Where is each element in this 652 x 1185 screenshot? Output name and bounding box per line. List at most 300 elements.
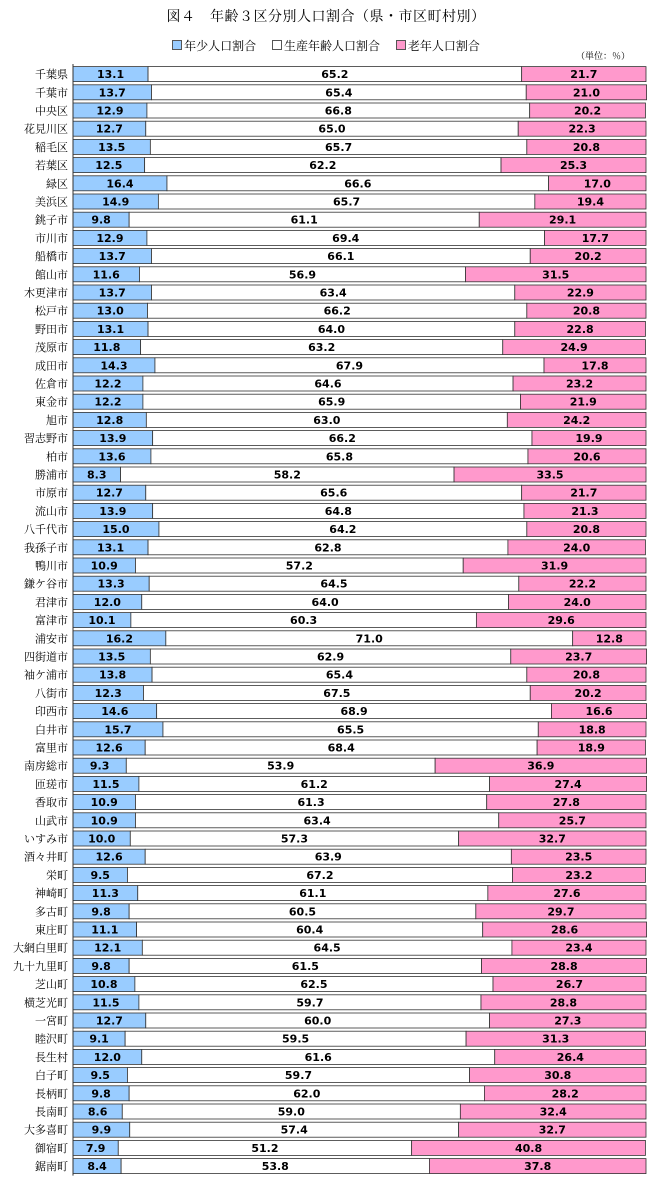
- data-label-youth: 10.0: [88, 832, 116, 846]
- data-label-youth: 12.7: [95, 122, 123, 136]
- legend-label-elderly: 老年人口割合: [407, 39, 480, 53]
- bar-row: [24, 285, 646, 300]
- data-label-elderly: 18.9: [577, 741, 605, 755]
- data-label-youth: 13.7: [98, 286, 126, 300]
- data-label-youth: 12.2: [94, 395, 122, 409]
- category-label: 習志野市: [24, 432, 68, 446]
- data-label-working-age: 65.9: [318, 395, 346, 409]
- data-label-youth: 11.3: [91, 887, 119, 901]
- category-label: 美浜区: [35, 195, 68, 209]
- data-label-elderly: 27.4: [554, 777, 582, 791]
- data-label-working-age: 66.2: [328, 432, 356, 446]
- category-label: 東金市: [35, 395, 68, 409]
- category-label: 市原市: [35, 486, 68, 500]
- data-label-elderly: 28.2: [551, 1087, 579, 1101]
- bar-row: [35, 85, 647, 100]
- data-label-elderly: 32.7: [538, 832, 566, 846]
- data-label-elderly: 23.2: [565, 868, 593, 882]
- category-label: 四街道市: [24, 650, 68, 664]
- data-label-working-age: 63.4: [303, 814, 331, 828]
- category-label: 長生村: [35, 1050, 68, 1064]
- bar-row: [35, 1140, 645, 1155]
- data-label-youth: 7.9: [85, 1141, 106, 1155]
- data-label-working-age: 59.7: [296, 996, 324, 1010]
- category-label: 茂原市: [35, 341, 68, 355]
- data-label-youth: 12.7: [95, 1014, 123, 1028]
- data-label-elderly: 27.8: [552, 796, 580, 810]
- data-label-youth: 10.1: [88, 614, 116, 628]
- bar-row: [46, 449, 646, 464]
- data-label-elderly: 28.8: [549, 996, 578, 1010]
- data-label-working-age: 64.2: [329, 523, 357, 537]
- category-label: 我孫子市: [24, 541, 68, 555]
- category-label: 白子町: [35, 1069, 68, 1083]
- data-label-working-age: 62.5: [300, 978, 328, 992]
- data-label-youth: 14.6: [101, 705, 129, 719]
- data-label-working-age: 64.0: [317, 322, 345, 336]
- category-label: 君津市: [35, 595, 68, 609]
- data-label-working-age: 60.0: [304, 1014, 332, 1028]
- data-label-working-age: 71.0: [355, 632, 383, 646]
- category-label: 長南町: [35, 1105, 68, 1119]
- data-label-working-age: 64.5: [313, 941, 341, 955]
- bar-row: [24, 758, 647, 773]
- data-label-youth: 9.9: [91, 1123, 112, 1137]
- data-label-youth: 12.6: [95, 850, 123, 864]
- bar-row: [35, 158, 646, 173]
- data-label-working-age: 66.2: [323, 304, 351, 318]
- data-label-youth: 12.1: [94, 941, 122, 955]
- data-label-youth: 12.5: [95, 159, 123, 173]
- bar-row: [13, 940, 646, 955]
- data-label-youth: 11.6: [92, 268, 120, 282]
- data-label-working-age: 63.0: [313, 413, 341, 427]
- category-label: 緑区: [46, 177, 68, 191]
- category-label: 館山市: [35, 268, 68, 282]
- category-label: 大多喜町: [24, 1123, 68, 1137]
- category-label: 旭市: [46, 413, 68, 427]
- data-label-elderly: 26.7: [555, 978, 584, 992]
- data-label-working-age: 57.2: [285, 559, 313, 573]
- category-label: 神崎町: [35, 887, 68, 901]
- data-label-working-age: 65.6: [320, 486, 348, 500]
- data-label-elderly: 20.2: [574, 686, 602, 700]
- data-label-working-age: 65.4: [325, 86, 353, 100]
- data-label-elderly: 30.8: [544, 1069, 572, 1083]
- data-label-youth: 8.4: [87, 1160, 107, 1174]
- bar-row: [35, 977, 646, 992]
- category-label: 勝浦市: [35, 468, 68, 482]
- bar-row: [35, 1049, 646, 1064]
- bar-row: [35, 485, 646, 500]
- category-label: 鴨川市: [35, 559, 68, 573]
- data-label-working-age: 60.3: [290, 614, 318, 628]
- data-label-elderly: 17.8: [581, 359, 609, 373]
- data-label-elderly: 25.7: [558, 814, 586, 828]
- category-label: 横芝光町: [24, 996, 68, 1010]
- data-label-elderly: 22.3: [568, 122, 596, 136]
- data-label-elderly: 18.8: [578, 723, 606, 737]
- category-label: 野田市: [35, 322, 68, 336]
- data-label-elderly: 25.3: [559, 159, 588, 173]
- data-label-youth: 16.2: [105, 632, 133, 646]
- data-label-youth: 14.9: [102, 195, 130, 209]
- category-label: 山武市: [35, 814, 68, 828]
- data-label-working-age: 65.8: [325, 450, 354, 464]
- data-label-elderly: 21.7: [570, 486, 598, 500]
- bar-row: [24, 649, 647, 664]
- data-label-working-age: 63.9: [314, 850, 342, 864]
- category-label: 浦安市: [35, 632, 68, 646]
- data-label-working-age: 59.7: [284, 1069, 313, 1083]
- data-label-youth: 10.9: [90, 796, 118, 810]
- bar-row: [24, 431, 646, 446]
- category-label: 匝瑳市: [35, 777, 68, 791]
- data-label-elderly: 22.2: [568, 577, 596, 591]
- category-label: 船橋市: [35, 250, 68, 264]
- bar-row: [35, 230, 646, 245]
- data-label-elderly: 12.8: [595, 632, 623, 646]
- category-label: いすみ市: [24, 832, 68, 846]
- bar-row: [35, 1031, 645, 1046]
- data-label-youth: 13.9: [99, 432, 127, 446]
- bar-row: [24, 121, 646, 136]
- bar-row: [35, 394, 646, 409]
- category-label: 袖ケ浦市: [24, 668, 68, 682]
- bar-row: [35, 1013, 646, 1028]
- data-label-working-age: 62.0: [293, 1087, 321, 1101]
- category-label: 芝山町: [35, 978, 68, 992]
- category-label: 富津市: [35, 614, 68, 628]
- bar-row: [24, 576, 646, 591]
- data-label-working-age: 62.8: [314, 541, 342, 555]
- data-label-working-age: 64.6: [314, 377, 342, 391]
- data-label-youth: 13.1: [96, 68, 125, 82]
- category-label: 成田市: [35, 359, 68, 373]
- data-label-youth: 14.3: [100, 359, 128, 373]
- bar-row: [46, 176, 646, 191]
- data-label-working-age: 65.0: [318, 122, 346, 136]
- data-label-working-age: 51.2: [251, 1141, 279, 1155]
- legend-label-working-age: 生産年齢人口割合: [283, 39, 380, 53]
- data-label-elderly: 23.5: [565, 850, 593, 864]
- data-label-elderly: 29.1: [549, 213, 577, 227]
- data-label-working-age: 61.2: [300, 777, 328, 791]
- data-label-working-age: 61.3: [297, 796, 325, 810]
- data-label-youth: 13.3: [97, 577, 125, 591]
- data-label-elderly: 24.9: [560, 341, 588, 355]
- data-label-working-age: 61.6: [304, 1050, 332, 1064]
- data-label-working-age: 68.9: [340, 705, 368, 719]
- bar-row: [35, 594, 646, 609]
- data-label-working-age: 65.2: [321, 68, 349, 82]
- data-label-elderly: 28.6: [551, 923, 579, 937]
- bar-row: [35, 1086, 646, 1101]
- data-label-working-age: 53.9: [267, 759, 295, 773]
- category-label: 東庄町: [35, 923, 68, 937]
- bar-row: [35, 321, 645, 336]
- data-label-youth: 13.8: [98, 668, 127, 682]
- category-label: 若葉区: [35, 159, 68, 173]
- category-label: 中央区: [35, 104, 68, 118]
- data-label-elderly: 24.0: [563, 541, 591, 555]
- data-label-elderly: 27.6: [553, 887, 581, 901]
- bar-row: [35, 740, 645, 755]
- bar-row: [35, 376, 646, 391]
- data-label-elderly: 36.9: [527, 759, 555, 773]
- data-label-elderly: 31.9: [541, 559, 569, 573]
- data-label-youth: 12.7: [95, 486, 123, 500]
- bar-row: [46, 867, 645, 882]
- data-label-youth: 9.5: [90, 1069, 110, 1083]
- category-label: 木更津市: [24, 286, 68, 300]
- bar-row: [35, 194, 646, 209]
- category-label: 白井市: [35, 723, 68, 737]
- data-label-youth: 13.5: [98, 140, 126, 154]
- data-label-elderly: 21.9: [569, 395, 597, 409]
- data-label-elderly: 17.7: [581, 231, 609, 245]
- data-label-elderly: 20.2: [573, 104, 602, 118]
- bar-row: [35, 249, 646, 264]
- category-label: 長柄町: [35, 1087, 68, 1101]
- bar-row: [24, 849, 646, 864]
- data-label-elderly: 32.7: [538, 1123, 566, 1137]
- data-label-youth: 9.8: [91, 213, 111, 227]
- data-label-youth: 9.8: [91, 905, 111, 919]
- data-label-elderly: 33.5: [536, 468, 564, 482]
- data-label-youth: 16.4: [106, 177, 134, 191]
- data-label-youth: 12.0: [93, 1050, 121, 1064]
- data-label-working-age: 57.3: [280, 832, 309, 846]
- bar-row: [24, 667, 646, 682]
- bar-row: [24, 831, 646, 846]
- data-label-elderly: 20.8: [572, 523, 600, 537]
- data-label-youth: 10.8: [90, 978, 118, 992]
- data-label-elderly: 29.6: [547, 614, 575, 628]
- bar-row: [35, 813, 646, 828]
- data-label-youth: 11.1: [91, 923, 119, 937]
- bar-row: [35, 1159, 646, 1174]
- bar-row: [35, 103, 645, 118]
- data-label-working-age: 64.8: [324, 504, 352, 518]
- data-label-youth: 9.1: [89, 1032, 109, 1046]
- data-label-working-age: 63.4: [319, 286, 347, 300]
- bar-row: [24, 1122, 646, 1137]
- data-label-youth: 9.5: [90, 868, 110, 882]
- bar-row: [35, 467, 646, 482]
- category-label: 銚子市: [35, 213, 68, 227]
- data-label-elderly: 21.0: [572, 86, 600, 100]
- category-label: 富里市: [35, 741, 68, 755]
- data-label-youth: 8.3: [87, 468, 107, 482]
- category-label: 一宮町: [35, 1014, 68, 1028]
- data-label-elderly: 20.8: [572, 304, 600, 318]
- category-label: 印西市: [35, 705, 68, 719]
- bar-row: [35, 795, 646, 810]
- bar-row: [35, 631, 646, 646]
- data-label-working-age: 65.7: [325, 140, 353, 154]
- data-label-elderly: 22.9: [566, 286, 594, 300]
- data-label-working-age: 60.4: [296, 923, 324, 937]
- data-label-elderly: 31.3: [542, 1032, 570, 1046]
- data-label-youth: 12.8: [96, 413, 124, 427]
- category-label: 稲毛区: [35, 140, 68, 154]
- bar-row: [35, 67, 646, 82]
- category-label: 鎌ケ谷市: [24, 577, 68, 591]
- data-label-working-age: 67.9: [335, 359, 364, 373]
- data-label-youth: 9.3: [89, 759, 110, 773]
- category-label: 千葉市: [35, 86, 68, 100]
- bar-row: [35, 340, 645, 355]
- bar-row: [35, 212, 646, 227]
- category-label: 睦沢町: [35, 1032, 68, 1046]
- data-label-elderly: 40.8: [514, 1141, 543, 1155]
- category-label: 花見川区: [24, 122, 68, 136]
- data-label-working-age: 64.5: [320, 577, 348, 591]
- category-label: 栄町: [46, 868, 68, 882]
- data-label-working-age: 68.4: [327, 741, 355, 755]
- category-label: 南房総市: [24, 759, 68, 773]
- data-label-elderly: 20.2: [574, 250, 602, 264]
- data-label-elderly: 24.0: [563, 595, 591, 609]
- data-label-youth: 13.7: [98, 86, 126, 100]
- bar-row: [35, 503, 646, 518]
- data-label-youth: 13.0: [96, 304, 124, 318]
- bar-row: [35, 139, 646, 154]
- data-label-youth: 13.9: [99, 504, 127, 518]
- data-label-elderly: 17.0: [583, 177, 611, 191]
- data-label-elderly: 16.6: [585, 705, 613, 719]
- data-label-working-age: 56.9: [288, 268, 317, 282]
- data-label-youth: 12.0: [93, 595, 121, 609]
- legend-label-youth: 年少人口割合: [184, 39, 257, 53]
- category-label: 御宿町: [35, 1141, 68, 1155]
- data-label-youth: 12.2: [94, 377, 122, 391]
- bar-row: [24, 540, 645, 555]
- data-label-elderly: 23.7: [565, 650, 593, 664]
- category-label: 松戸市: [35, 304, 68, 318]
- category-label: 九十九里町: [13, 959, 68, 973]
- data-label-elderly: 20.8: [572, 668, 600, 682]
- bar-row: [35, 685, 646, 700]
- data-label-working-age: 66.1: [327, 250, 355, 264]
- data-label-working-age: 57.4: [280, 1123, 308, 1137]
- data-label-working-age: 65.4: [325, 668, 354, 682]
- data-label-youth: 12.3: [94, 686, 122, 700]
- data-label-elderly: 21.3: [571, 504, 599, 518]
- data-label-elderly: 24.2: [563, 413, 591, 427]
- data-label-youth: 13.1: [96, 541, 125, 555]
- bar-row: [35, 613, 646, 628]
- unit-note: （単位：％）: [575, 52, 630, 62]
- data-label-youth: 8.6: [87, 1105, 108, 1119]
- bar-row: [35, 704, 647, 719]
- data-label-working-age: 66.8: [324, 104, 352, 118]
- data-label-working-age: 59.0: [277, 1105, 305, 1119]
- bar-row: [35, 267, 646, 282]
- bar-row: [35, 1104, 646, 1119]
- category-label: 佐倉市: [35, 377, 68, 391]
- category-label: 香取市: [35, 796, 68, 810]
- bar-row: [35, 358, 646, 373]
- category-label: 大網白里町: [13, 941, 68, 955]
- data-label-elderly: 26.4: [556, 1050, 584, 1064]
- data-label-youth: 13.5: [98, 650, 126, 664]
- bar-row: [35, 776, 647, 791]
- data-label-youth: 13.1: [96, 322, 125, 336]
- category-label: 流山市: [35, 504, 68, 518]
- category-label: 千葉県: [35, 68, 68, 82]
- data-label-youth: 11.5: [92, 777, 120, 791]
- data-label-elderly: 19.4: [576, 195, 604, 209]
- data-label-working-age: 61.1: [299, 887, 327, 901]
- data-label-elderly: 37.8: [524, 1160, 552, 1174]
- data-label-elderly: 27.3: [554, 1014, 582, 1028]
- category-label: 市川市: [35, 231, 68, 245]
- data-label-working-age: 65.5: [337, 723, 365, 737]
- bar-row: [35, 303, 646, 318]
- data-label-elderly: 19.9: [575, 432, 603, 446]
- data-label-youth: 13.7: [98, 250, 126, 264]
- bar-row: [35, 558, 646, 573]
- data-label-youth: 10.9: [90, 559, 118, 573]
- data-label-youth: 13.6: [98, 450, 126, 464]
- bar-row: [13, 958, 647, 973]
- data-label-youth: 11.5: [92, 996, 120, 1010]
- data-label-elderly: 31.5: [542, 268, 570, 282]
- data-label-working-age: 67.5: [323, 686, 351, 700]
- data-label-working-age: 62.2: [309, 159, 337, 173]
- data-label-working-age: 62.9: [316, 650, 345, 664]
- bar-row: [35, 722, 646, 737]
- data-label-working-age: 67.2: [306, 868, 334, 882]
- category-label: 八千代市: [24, 523, 68, 537]
- data-label-youth: 11.8: [93, 341, 121, 355]
- data-label-elderly: 23.2: [565, 377, 594, 391]
- bar-row: [35, 922, 647, 937]
- data-label-elderly: 23.4: [565, 941, 593, 955]
- data-label-working-age: 64.0: [311, 595, 339, 609]
- data-label-working-age: 65.7: [333, 195, 361, 209]
- data-label-working-age: 53.8: [261, 1160, 289, 1174]
- category-label: 酒々井町: [24, 850, 68, 864]
- data-label-working-age: 58.2: [273, 468, 301, 482]
- chart-title: 図４ 年齢３区分別人口割合（県・市区町村別）: [166, 9, 486, 25]
- data-label-elderly: 20.6: [573, 450, 601, 464]
- data-label-youth: 9.8: [91, 1087, 111, 1101]
- data-label-youth: 12.9: [96, 231, 124, 245]
- data-label-working-age: 69.4: [332, 231, 360, 245]
- data-label-working-age: 61.5: [291, 959, 319, 973]
- category-label: 鋸南町: [35, 1160, 68, 1174]
- data-label-youth: 10.9: [90, 814, 118, 828]
- data-label-youth: 9.8: [91, 959, 111, 973]
- data-label-youth: 15.0: [102, 523, 130, 537]
- data-label-youth: 12.9: [96, 104, 124, 118]
- data-label-elderly: 20.8: [572, 140, 600, 154]
- data-label-youth: 15.7: [104, 723, 132, 737]
- category-label: 多古町: [35, 905, 68, 919]
- data-label-working-age: 59.5: [282, 1032, 310, 1046]
- category-label: 柏市: [46, 450, 68, 464]
- data-label-working-age: 66.6: [344, 177, 372, 191]
- data-label-youth: 12.6: [95, 741, 123, 755]
- data-label-working-age: 60.5: [288, 905, 317, 919]
- bar-row: [46, 412, 646, 427]
- bar-row: [35, 904, 646, 919]
- data-label-elderly: 21.7: [570, 68, 598, 82]
- data-label-elderly: 28.8: [550, 959, 578, 973]
